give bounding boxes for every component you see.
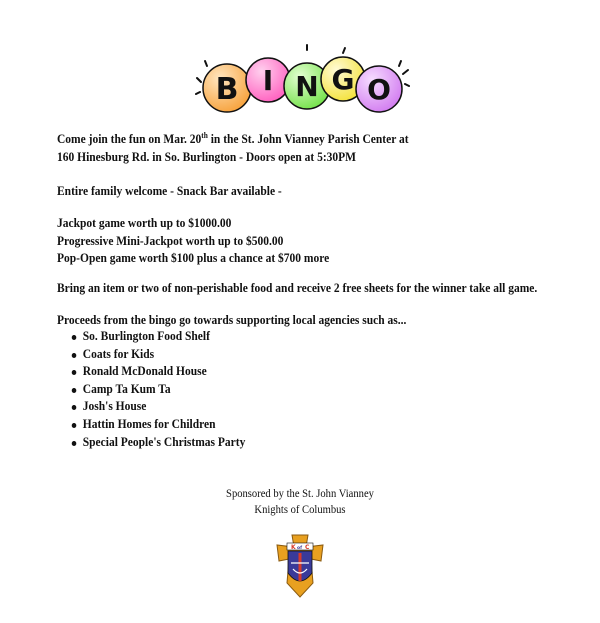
bingo-ball-b	[203, 64, 251, 112]
svg-text:K: K	[291, 544, 296, 551]
food-note: Bring an item or two of non-perishable food and receive 2 free sheets for the winner take all game.	[57, 281, 538, 295]
list-item: Hattin Homes for Children	[57, 416, 245, 434]
svg-text:I: I	[262, 64, 274, 97]
svg-text:G: G	[331, 63, 355, 96]
bingo-ball-o	[356, 66, 402, 112]
game-jackpot: Jackpot game worth up to $1000.00	[57, 216, 232, 230]
sponsor-line-1: Sponsored by the St. John Vianney	[226, 488, 374, 500]
agency-list	[57, 328, 245, 451]
intro-line-2: 160 Hinesburg Rd. in So. Burlington - Doors open at 5:30PM	[57, 149, 357, 164]
list-item: So. Burlington Food Shelf	[57, 328, 245, 346]
list-item: Josh's House	[57, 398, 245, 416]
bingo-ball-i	[246, 58, 290, 102]
svg-text:of: of	[297, 546, 303, 551]
bingo-logo	[195, 44, 410, 120]
list-item: Coats for Kids	[57, 346, 245, 364]
game-mini-jackpot: Progressive Mini-Jackpot worth up to $500.00	[57, 233, 284, 248]
svg-text:B: B	[215, 72, 239, 107]
list-item: Camp Ta Kum Ta	[57, 381, 245, 399]
list-item: Special People's Christmas Party	[57, 434, 245, 452]
svg-text:C: C	[305, 544, 310, 551]
event-intro	[57, 131, 409, 166]
list-item: Ronald McDonald House	[57, 363, 245, 381]
games-list	[57, 215, 329, 268]
game-pop-open: Pop-Open game worth $100 plus a chance at $700 more	[57, 251, 330, 265]
svg-text:O: O	[367, 73, 391, 106]
knights-of-columbus-emblem-icon	[275, 533, 325, 599]
svg-text:N: N	[295, 70, 319, 103]
family-welcome: Entire family welcome - Snack Bar available -	[57, 184, 282, 198]
proceeds-intro: Proceeds from the bingo go towards supporting local agencies such as...	[57, 313, 407, 327]
intro-line-1: Come join the fun on Mar. 20th in the St. John Vianney Parish Center at	[57, 131, 409, 146]
sponsor-line-2: Knights of Columbus	[254, 504, 346, 516]
